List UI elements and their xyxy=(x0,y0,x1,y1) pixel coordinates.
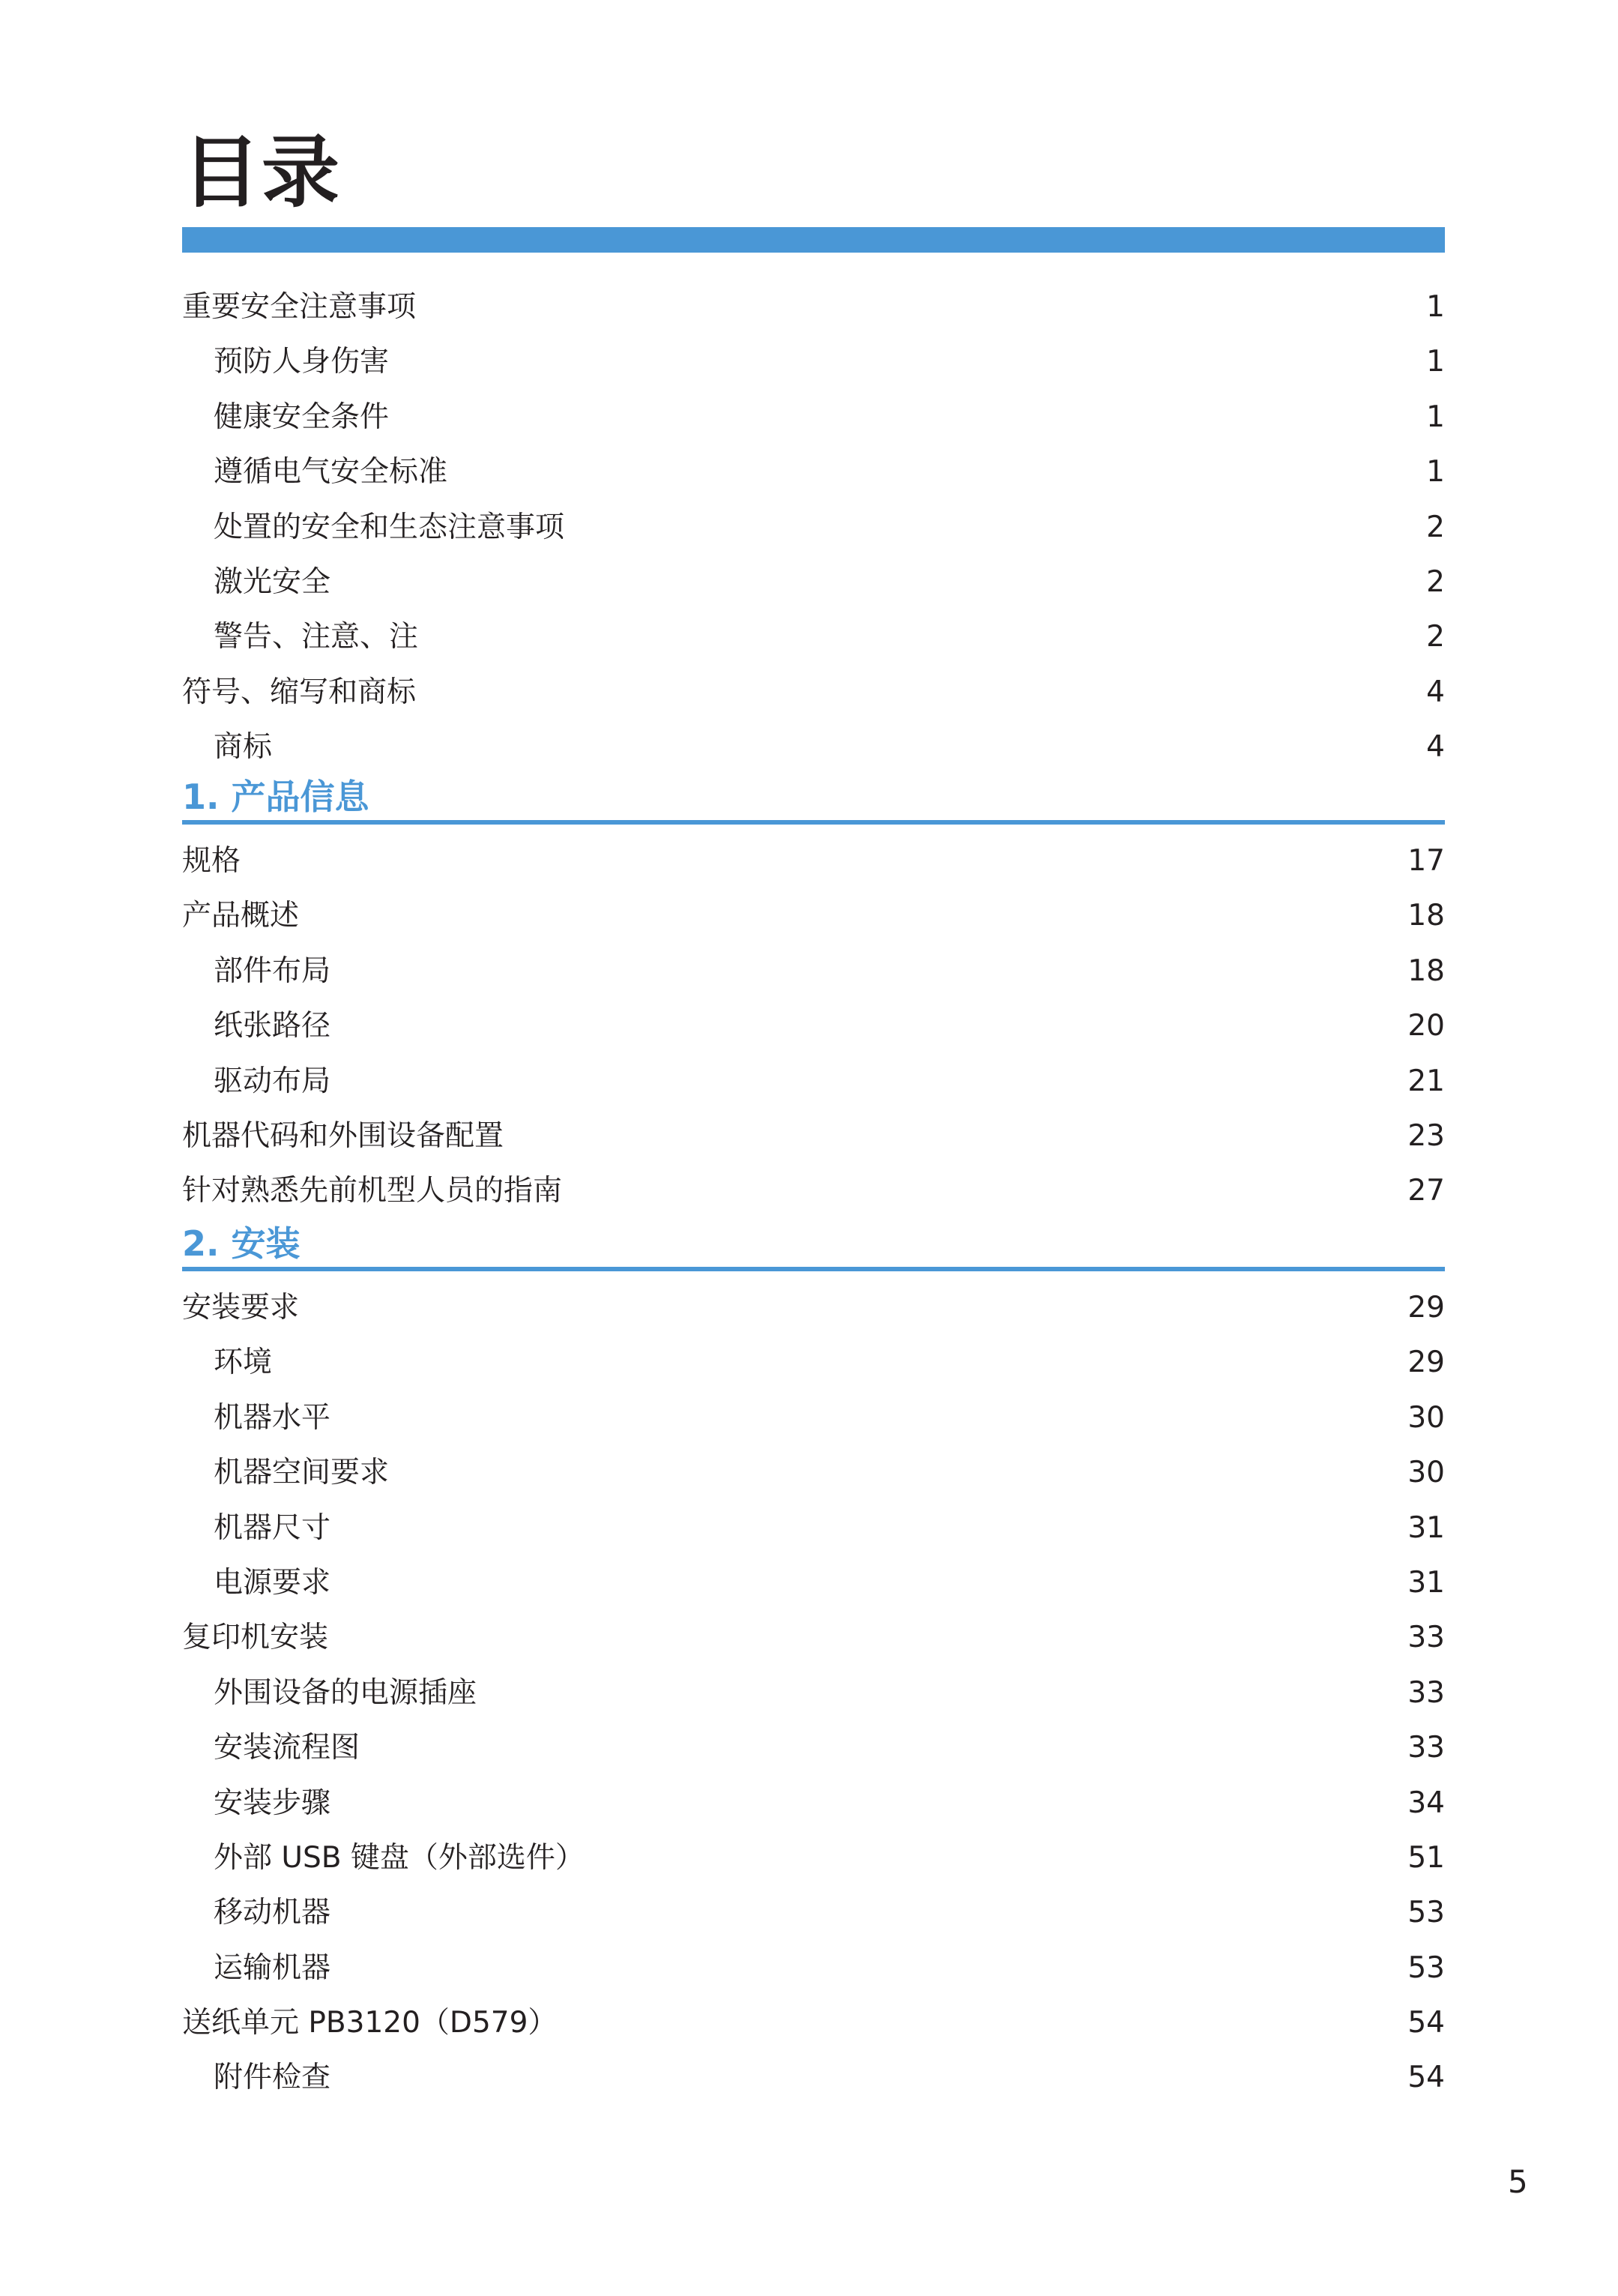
dot-leader xyxy=(390,423,1425,425)
toc-entry-page-number: 20 xyxy=(1407,1009,1445,1043)
dot-leader xyxy=(274,753,1425,755)
toc-entry-label: 外部 USB 键盘（外部选件） xyxy=(214,1840,585,1875)
dot-leader xyxy=(301,921,1406,923)
toc-entry-page-number: 53 xyxy=(1407,1896,1445,1930)
toc-entry-label: 机器代码和外围设备配置 xyxy=(182,1118,504,1153)
toc-entry-label: 健康安全条件 xyxy=(214,400,390,434)
toc-entry[interactable] xyxy=(182,1445,1445,1500)
dot-leader xyxy=(361,1753,1406,1756)
toc-entry-label: 运输机器 xyxy=(214,1950,331,1985)
dot-leader xyxy=(505,1142,1406,1144)
toc-entry-page-number: 23 xyxy=(1407,1118,1445,1153)
toc-entry[interactable] xyxy=(182,834,1445,888)
toc-entry[interactable] xyxy=(182,1109,1445,1163)
toc-entry-page-number: 1 xyxy=(1426,400,1445,434)
toc-entry-label: 激光安全 xyxy=(214,564,331,599)
toc-entry[interactable] xyxy=(182,445,1445,499)
toc-entry-label: 处置的安全和生态注意事项 xyxy=(214,510,565,544)
toc-entry[interactable] xyxy=(182,390,1445,445)
toc-entry-page-number: 33 xyxy=(1407,1731,1445,1765)
toc-section-chapter-1 xyxy=(182,774,1445,1219)
toc-entry[interactable] xyxy=(182,944,1445,998)
toc-entry-page-number: 18 xyxy=(1407,899,1445,933)
toc-entry-page-number: 30 xyxy=(1407,1456,1445,1490)
dot-leader xyxy=(332,1423,1406,1426)
toc-entry[interactable] xyxy=(182,1280,1445,1335)
toc-entry-page-number: 17 xyxy=(1407,844,1445,878)
dot-leader xyxy=(566,533,1425,535)
toc-entry[interactable] xyxy=(182,1885,1445,1940)
dot-leader xyxy=(586,1863,1407,1866)
dot-leader xyxy=(332,1087,1406,1089)
toc-entry-page-number: 54 xyxy=(1407,2006,1445,2040)
toc-entry-label: 部件布局 xyxy=(214,953,331,988)
chapter-heading[interactable]: 2. 安装 xyxy=(182,1220,1445,1271)
toc-entry[interactable] xyxy=(182,888,1445,943)
toc-entry-label: 针对熟悉先前机型人员的指南 xyxy=(182,1174,563,1208)
toc-entry-page-number: 53 xyxy=(1407,1950,1445,1985)
toc-entry[interactable] xyxy=(182,1831,1445,1885)
toc-entry-label: 纸张路径 xyxy=(214,1009,331,1043)
dot-leader xyxy=(332,1974,1406,1976)
toc-entry[interactable] xyxy=(182,665,1445,720)
toc-entry-page-number: 51 xyxy=(1407,1840,1445,1875)
toc-entry[interactable] xyxy=(182,1610,1445,1665)
toc-entry-page-number: 1 xyxy=(1426,345,1445,379)
dot-leader xyxy=(330,1643,1406,1645)
toc-entry[interactable] xyxy=(182,280,1445,334)
toc-entry-page-number: 2 xyxy=(1426,510,1445,544)
toc-entry-page-number: 18 xyxy=(1407,953,1445,988)
toc-entry[interactable] xyxy=(182,609,1445,664)
dot-leader xyxy=(449,477,1425,480)
toc-entry[interactable] xyxy=(182,720,1445,774)
dot-leader xyxy=(332,1031,1406,1034)
dot-leader xyxy=(478,1699,1406,1701)
toc-entry-label: 安装步骤 xyxy=(214,1786,331,1820)
toc-entry-label: 规格 xyxy=(182,844,241,878)
title-underline-bar xyxy=(182,227,1445,253)
toc-entry-page-number: 54 xyxy=(1407,2061,1445,2095)
toc-entry-label: 环境 xyxy=(214,1346,273,1380)
dot-leader xyxy=(420,642,1425,645)
toc-entry[interactable] xyxy=(182,2050,1445,2105)
toc-entry-page-number: 30 xyxy=(1407,1400,1445,1435)
toc-entry-label: 机器尺寸 xyxy=(214,1510,331,1545)
toc-entry-label: 复印机安装 xyxy=(182,1621,329,1655)
toc-entry[interactable] xyxy=(182,500,1445,555)
toc-entry[interactable] xyxy=(182,1390,1445,1445)
toc-entry-page-number: 2 xyxy=(1426,620,1445,654)
page-number: 5 xyxy=(1508,2163,1528,2200)
toc-entry[interactable] xyxy=(182,555,1445,609)
toc-entry[interactable] xyxy=(182,1501,1445,1555)
toc-section-chapter-2 xyxy=(182,1220,1445,2106)
toc-entry-label: 安装要求 xyxy=(182,1291,300,1325)
toc-entry-label: 商标 xyxy=(214,730,273,765)
dot-leader xyxy=(390,1478,1406,1480)
dot-leader xyxy=(564,1196,1406,1199)
toc-entry-list xyxy=(182,280,1445,775)
toc-entry-label: 机器空间要求 xyxy=(214,1456,390,1490)
toc-entry[interactable] xyxy=(182,1335,1445,1390)
toc-entry-page-number: 27 xyxy=(1407,1174,1445,1208)
toc-entry[interactable] xyxy=(182,1555,1445,1610)
dot-leader xyxy=(390,367,1425,370)
dot-leader xyxy=(274,1368,1406,1370)
toc-entry-label: 重要安全注意事项 xyxy=(182,290,417,324)
toc-entry[interactable] xyxy=(182,1995,1445,2050)
dot-leader xyxy=(332,977,1406,979)
toc-entry[interactable] xyxy=(182,1666,1445,1720)
toc-entry-label: 外围设备的电源插座 xyxy=(214,1675,477,1710)
toc-entry-label: 安装流程图 xyxy=(214,1731,360,1765)
dot-leader xyxy=(332,588,1425,590)
toc-entry[interactable] xyxy=(182,1163,1445,1218)
toc-entry-page-number: 33 xyxy=(1407,1675,1445,1710)
toc-entry-label: 警告、注意、注 xyxy=(214,620,419,654)
toc-entry[interactable] xyxy=(182,998,1445,1053)
dot-leader xyxy=(242,867,1406,869)
dot-leader xyxy=(558,2028,1406,2031)
toc-entry-page-number: 31 xyxy=(1407,1510,1445,1545)
toc-entry-page-number: 4 xyxy=(1426,675,1445,709)
toc-entry-label: 遵循电气安全标准 xyxy=(214,455,448,489)
toc-entry-label: 电源要求 xyxy=(214,1565,331,1600)
toc-entry-label: 预防人身伤害 xyxy=(214,345,390,379)
toc-entry-label: 附件检查 xyxy=(214,2061,331,2095)
dot-leader xyxy=(332,1534,1406,1536)
toc-entry-page-number: 1 xyxy=(1426,290,1445,324)
toc-entry-list xyxy=(182,825,1445,1219)
toc-entry-page-number: 29 xyxy=(1407,1291,1445,1325)
page-title: 目录 xyxy=(182,127,342,218)
toc-entry-page-number: 31 xyxy=(1407,1565,1445,1600)
toc-entry[interactable] xyxy=(182,1720,1445,1775)
toc-entry-label: 送纸单元 PB3120（D579） xyxy=(182,2006,558,2040)
toc-entry-label: 符号、缩写和商标 xyxy=(182,675,417,709)
toc-entry[interactable] xyxy=(182,1776,1445,1831)
dot-leader xyxy=(332,1588,1406,1591)
toc-section-front-matter xyxy=(182,280,1445,775)
toc-entry-label: 产品概述 xyxy=(182,899,300,933)
toc-entry-page-number: 33 xyxy=(1407,1621,1445,1655)
toc-entry[interactable] xyxy=(182,334,1445,389)
dot-leader xyxy=(417,313,1425,315)
toc-entry-label: 移动机器 xyxy=(214,1896,331,1930)
toc-entry-page-number: 29 xyxy=(1407,1346,1445,1380)
toc-entry-list xyxy=(182,1271,1445,2106)
dot-leader xyxy=(301,1313,1406,1316)
dot-leader xyxy=(332,2083,1406,2085)
toc-entry-page-number: 21 xyxy=(1407,1064,1445,1098)
toc-entry-page-number: 4 xyxy=(1426,730,1445,765)
toc-entry-page-number: 1 xyxy=(1426,455,1445,489)
dot-leader xyxy=(417,698,1425,700)
chapter-heading[interactable]: 1. 产品信息 xyxy=(182,774,1445,825)
toc-entry[interactable] xyxy=(182,1941,1445,1995)
toc-entry[interactable] xyxy=(182,1054,1445,1109)
toc-entry-label: 驱动布局 xyxy=(214,1064,331,1098)
dot-leader xyxy=(332,1809,1406,1811)
toc-entry-page-number: 34 xyxy=(1407,1786,1445,1820)
toc-entry-page-number: 2 xyxy=(1426,564,1445,599)
dot-leader xyxy=(332,1918,1406,1920)
toc-entry-label: 机器水平 xyxy=(214,1400,331,1435)
